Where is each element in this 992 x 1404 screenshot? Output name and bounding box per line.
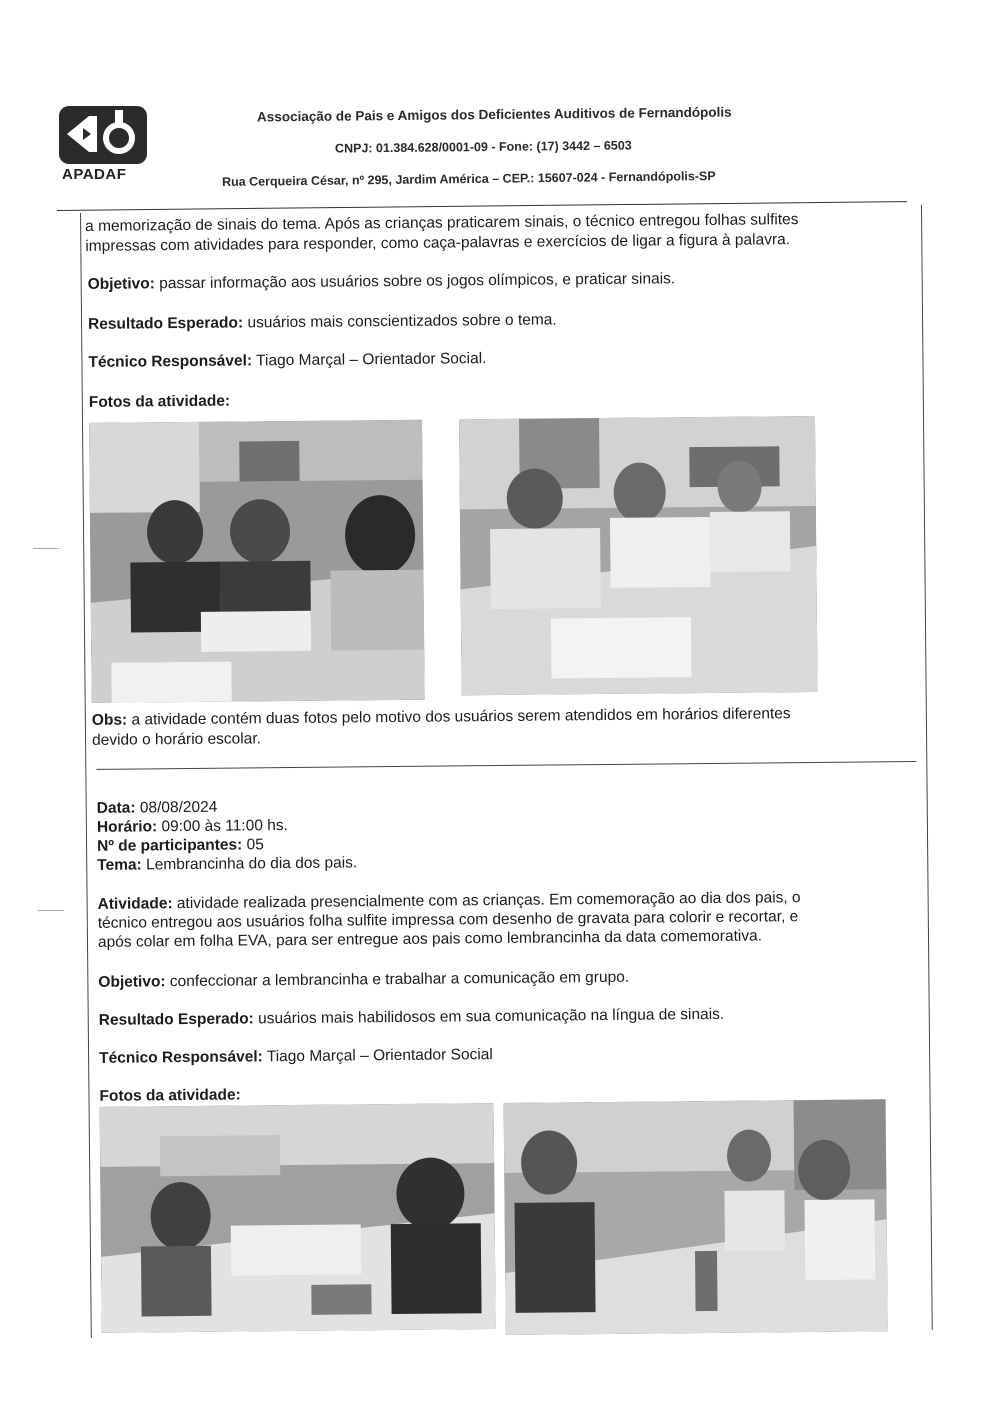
theme-label: Tema: xyxy=(97,856,142,874)
photos-heading: Fotos da atividade: xyxy=(88,392,231,411)
activity-photo xyxy=(89,420,425,703)
activity-text-line: após colar em folha EVA, para ser entregue aos pais como lembrancinha da data comemorativa. xyxy=(97,927,763,951)
objective-text: confeccionar a lembrancinha e trabalhar a comunicação em grupo. xyxy=(165,968,630,991)
photos-heading: Fotos da atividade: xyxy=(99,1086,241,1105)
responsible-label: Técnico Responsável: xyxy=(88,352,253,371)
responsible-label: Técnico Responsável: xyxy=(99,1048,263,1067)
expected-result-label: Resultado Esperado: xyxy=(87,314,244,333)
activity-label: Atividade: xyxy=(97,895,173,913)
expected-result-text: usuários mais conscientizados sobre o tema. xyxy=(243,311,557,332)
responsible-paragraph xyxy=(99,1045,493,1068)
responsible-text: Tiago Marçal – Orientador Social xyxy=(262,1046,493,1066)
observation-line: devido o horário escolar. xyxy=(91,730,262,749)
expected-result-paragraph xyxy=(88,310,557,333)
objective-paragraph xyxy=(88,269,676,294)
observation-text: a atividade contém duas fotos pelo motivo dos usuários serem atendidos em horários diferentes xyxy=(127,705,791,729)
date-line xyxy=(97,798,218,818)
activity-text-line: impressas com atividades para responder, como caça-palavras e exercícios de ligar a figura à palavra. xyxy=(85,231,791,255)
responsible-text: Tiago Marçal – Orientador Social. xyxy=(252,350,487,370)
activity-text-line: técnico entregou aos usuários folha sulfite impressa com desenho de gravata para colorir e recortar, e xyxy=(97,908,799,932)
objective-paragraph xyxy=(98,968,629,992)
observation-line xyxy=(92,704,791,730)
apadaf-logo xyxy=(57,104,149,188)
participants-line xyxy=(97,835,264,856)
activity-photo xyxy=(100,1103,496,1333)
activity-photo xyxy=(459,416,818,695)
participants-label: Nº de participantes: xyxy=(96,836,243,855)
activity-photo xyxy=(504,1099,888,1335)
time-label: Horário: xyxy=(96,818,158,836)
time-line xyxy=(97,816,288,837)
organization-contact: CNPJ: 01.384.628/0001-09 - Fone: (17) 3442 – 6503 xyxy=(334,138,632,156)
date-value: 08/08/2024 xyxy=(135,798,218,817)
objective-label: Objetivo: xyxy=(98,973,166,991)
organization-name: Associação de Pais e Amigos dos Deficientes Auditivos de Fernandópolis xyxy=(256,104,732,125)
expected-result-text: usuários mais habilidosos em sua comunicação na língua de sinais. xyxy=(253,1005,725,1028)
activity-text: atividade realizada presencialmente com as crianças. Em comemoração ao dia dos pais, o xyxy=(172,889,801,913)
responsible-paragraph xyxy=(88,349,486,372)
participants-value: 05 xyxy=(242,836,264,854)
observation-label: Obs: xyxy=(91,711,128,729)
organization-address: Rua Cerqueira César, nº 295, Jardim América – CEP.: 15607-024 - Fernandópolis-SP xyxy=(221,168,716,190)
activity-text-line: a memorização de sinais do tema. Após as crianças praticarem sinais, o técnico entregou folhas sulfites xyxy=(85,211,799,235)
theme-line xyxy=(97,853,357,874)
scan-mark xyxy=(33,548,59,549)
theme-value: Lembrancinha do dia dos pais. xyxy=(141,854,358,874)
scan-mark xyxy=(38,910,64,911)
objective-label: Objetivo: xyxy=(87,275,155,293)
section-divider xyxy=(96,761,916,770)
logo-text: APADAF xyxy=(62,166,127,183)
time-value: 09:00 às 11:00 hs. xyxy=(157,817,288,836)
objective-text: passar informação aos usuários sobre os jogos olímpicos, e praticar sinais. xyxy=(154,270,676,293)
logo-emblem-icon xyxy=(57,104,149,166)
date-label: Data: xyxy=(96,799,136,817)
expected-result-label: Resultado Esperado: xyxy=(98,1010,254,1029)
expected-result-paragraph xyxy=(99,1005,725,1030)
report-content-box xyxy=(80,205,933,1338)
